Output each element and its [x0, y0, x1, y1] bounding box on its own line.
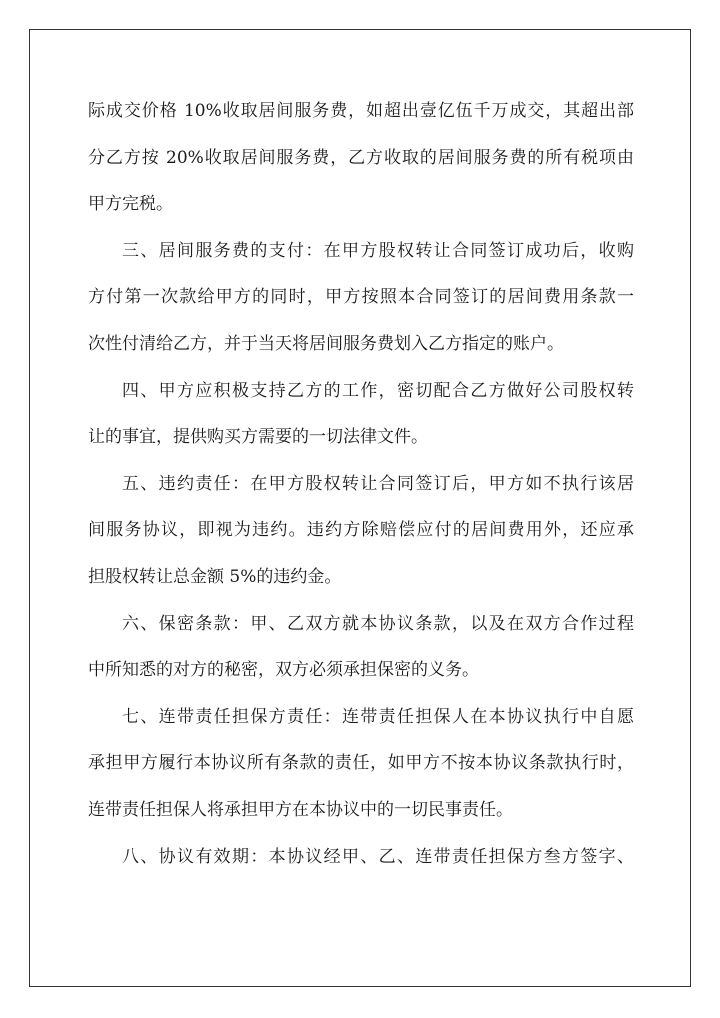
text-line: 七、连带责任担保方责任：连带责任担保人在本协议执行中自愿: [122, 706, 634, 727]
text-line: 间服务协议，即视为违约。违约方除赔偿应付的居间费用外，还应承: [88, 520, 634, 541]
text-line: 六、保密条款：甲、乙双方就本协议条款，以及在双方合作过程: [122, 613, 634, 634]
text-line: 让的事宜，提供购买方需要的一切法律文件。: [88, 427, 428, 448]
text-line: 甲方完税。: [88, 194, 173, 215]
text-line: 三、居间服务费的支付：在甲方股权转让合同签订成功后，收购: [122, 240, 634, 261]
document-body: [88, 92, 634, 884]
text-line: 五、违约责任：在甲方股权转让合同签订后，甲方如不执行该居: [122, 473, 634, 494]
text-line: 担股权转让总金额 5%的违约金。: [88, 566, 342, 587]
text-line: 八、协议有效期：本协议经甲、乙、连带责任担保方叁方签字、: [122, 846, 634, 867]
text-line: 次性付清给乙方，并于当天将居间服务费划入乙方指定的账户。: [88, 333, 564, 354]
text-line: 分乙方按 20%收取居间服务费，乙方收取的居间服务费的所有税项由: [88, 147, 634, 168]
text-line: 连带责任担保人将承担甲方在本协议中的一切民事责任。: [88, 799, 513, 820]
text-line: 方付第一次款给甲方的同时，甲方按照本合同签订的居间费用条款一: [88, 287, 634, 308]
text-line: 际成交价格 10%收取居间服务费，如超出壹亿伍千万成交，其超出部: [88, 101, 634, 121]
text-line: 四、甲方应积极支持乙方的工作，密切配合乙方做好公司股权转: [122, 380, 634, 401]
text-line: 承担甲方履行本协议所有条款的责任，如甲方不按本协议条款执行时，: [88, 753, 634, 774]
text-line: 中所知悉的对方的秘密，双方必须承担保密的义务。: [88, 660, 479, 681]
